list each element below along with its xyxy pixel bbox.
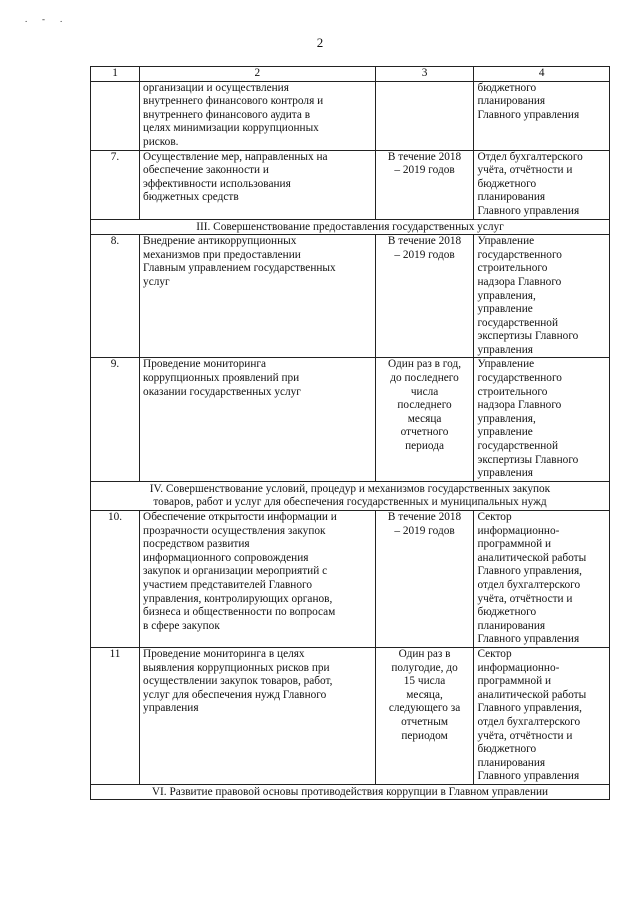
responsible-text: Сектор информационно- программной и аналитической работы Главного управления, отдел бухгалтерского учёта, отчётности и бюджетного планирования Главного управления bbox=[474, 647, 610, 784]
corner-mark: . bbox=[25, 14, 28, 24]
measure-text: Внедрение антикоррупционных механизмов при предоставлении Главным управлением государственных услуг bbox=[140, 235, 376, 358]
deadline-text: Один раз в полугодие, до 15 числа месяца, следующего за отчетным периодом bbox=[375, 647, 474, 784]
deadline-text: В течение 2018 – 2019 годов bbox=[375, 150, 474, 219]
row-number: 7. bbox=[91, 150, 140, 219]
responsible-text: бюджетного планирования Главного управления bbox=[474, 81, 610, 150]
table-row bbox=[91, 150, 610, 219]
table-row bbox=[91, 235, 610, 358]
measure-text: организации и осуществления внутреннего финансового контроля и внутреннего финансового аудита в целях минимизации коррупционных рисков. bbox=[140, 81, 376, 150]
corner-mark: - bbox=[42, 14, 45, 24]
section-heading: IV. Совершенствование условий, процедур и механизмов государственных закупок товаров, работ и услуг для обеспечения государственных и муниципальных нужд bbox=[91, 481, 610, 510]
measure-text: Проведение мониторинга коррупционных проявлений при оказании государственных услуг bbox=[140, 358, 376, 481]
section-heading-row bbox=[91, 481, 610, 510]
column-header: 3 bbox=[375, 67, 474, 82]
table-row bbox=[91, 647, 610, 784]
page-number: 2 bbox=[316, 35, 324, 50]
deadline-text bbox=[375, 81, 474, 150]
deadline-text: В течение 2018 – 2019 годов bbox=[375, 235, 474, 358]
row-number: 9. bbox=[91, 358, 140, 481]
responsible-text: Управление государственного строительного надзора Главного управления, управление государственной экспертизы Главного управления bbox=[474, 358, 610, 481]
corner-mark: . bbox=[60, 14, 63, 24]
column-header: 1 bbox=[91, 67, 140, 82]
table-row bbox=[91, 81, 610, 150]
table-header-row bbox=[91, 67, 610, 82]
measure-text: Осуществление мер, направленных на обеспечение законности и эффективности использования бюджетных средств bbox=[140, 150, 376, 219]
table-row bbox=[91, 358, 610, 481]
measures-table bbox=[90, 66, 610, 800]
deadline-text: В течение 2018 – 2019 годов bbox=[375, 511, 474, 648]
section-heading-row bbox=[91, 219, 610, 235]
row-number: 10. bbox=[91, 511, 140, 648]
section-heading-row bbox=[91, 784, 610, 800]
column-header: 4 bbox=[474, 67, 610, 82]
measure-text: Обеспечение открытости информации и прозрачности осуществления закупок посредством развития информационного сопровождения закупок и организации мероприятий с участием представителей Главного управления, контролирующих органов, бизнеса и общественности по вопросам в сфере закупок bbox=[140, 511, 376, 648]
row-number bbox=[91, 81, 140, 150]
responsible-text: Управление государственного строительного надзора Главного управления, управление государственной экспертизы Главного управления bbox=[474, 235, 610, 358]
section-heading: VI. Развитие правовой основы противодействия коррупции в Главном управлении bbox=[91, 784, 610, 800]
row-number: 8. bbox=[91, 235, 140, 358]
measure-text: Проведение мониторинга в целях выявления коррупционных рисков при осуществлении закупок товаров, работ, услуг для обеспечения нужд Главного управления bbox=[140, 647, 376, 784]
row-number: 11 bbox=[91, 647, 140, 784]
responsible-text: Сектор информационно- программной и аналитической работы Главного управления, отдел бухгалтерского учёта, отчётности и бюджетного планирования Главного управления bbox=[474, 511, 610, 648]
table-row bbox=[91, 511, 610, 648]
section-heading: III. Совершенствование предоставления государственных услуг bbox=[91, 219, 610, 235]
column-header: 2 bbox=[140, 67, 376, 82]
deadline-text: Один раз в год, до последнего числа последнего месяца отчетного периода bbox=[375, 358, 474, 481]
responsible-text: Отдел бухгалтерского учёта, отчётности и бюджетного планирования Главного управления bbox=[474, 150, 610, 219]
